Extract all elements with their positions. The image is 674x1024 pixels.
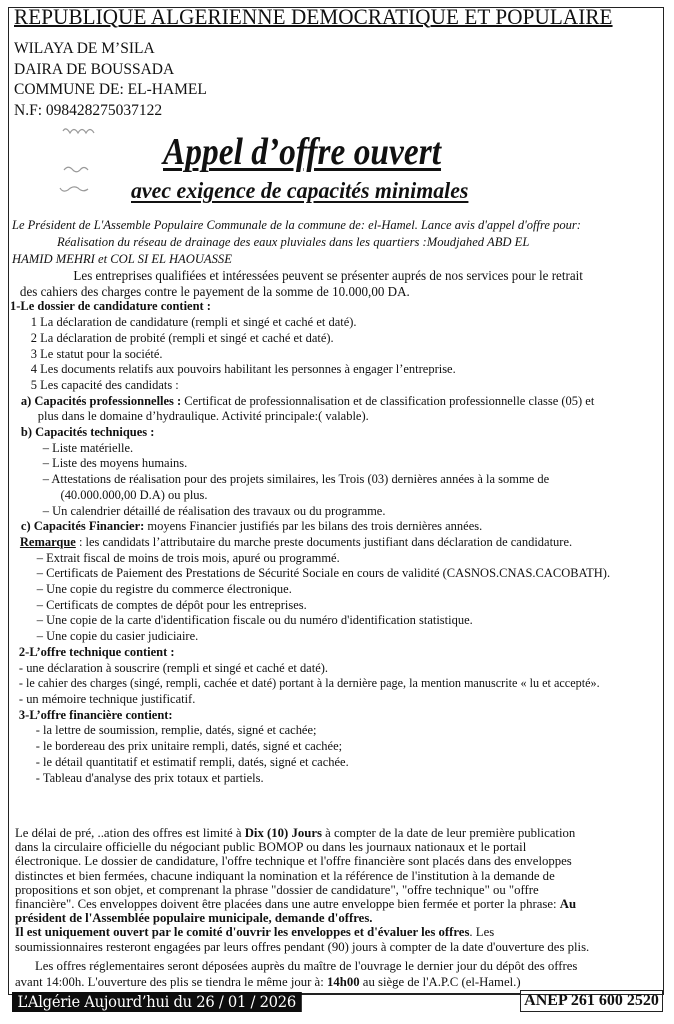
republic-header: REPUBLIQUE ALGERIENNE DEMOCRATIQUE ET POPULAIRE xyxy=(14,4,613,29)
closing-line: président de l'Assemblée populaire municipale, demande d'offres. xyxy=(15,911,373,926)
document-body xyxy=(10,268,662,786)
address-wilaya: WILAYA DE M’SILA xyxy=(14,40,155,57)
section1-item: 2 La déclaration de probité (rempli et singé et caché et daté). xyxy=(30,330,334,345)
address-nf: N.F: 098428275037122 xyxy=(14,101,163,119)
anep-reference: ANEP 261 600 2520 xyxy=(520,990,663,1012)
closing-emphasis: Au xyxy=(559,897,577,912)
remarque-item: – Une copie de la carte d'identification fiscale ou du numéro d'identification statistique. xyxy=(10,613,656,629)
retrait-line: des cahiers des charges contre le payement de la somme de 10.000,00 DA. xyxy=(19,283,410,299)
address-block xyxy=(14,39,207,121)
closing-text: Le délai de pré, ..ation des offres est limité à xyxy=(15,826,245,840)
cap-fin xyxy=(10,519,656,535)
bleed-scribble-icon xyxy=(62,164,90,174)
closing-line xyxy=(15,925,661,939)
show-through-mark xyxy=(62,163,90,173)
closing-text: à compter de la date de leur première publication xyxy=(321,826,576,840)
closing-text: financière". Ces enveloppes doivent être placées dans une autre enveloppe bien fermée et porter la phrase: xyxy=(15,897,560,912)
cap-tech-item: – Liste des moyens humains. xyxy=(10,456,656,472)
show-through-mark xyxy=(58,183,90,193)
newspaper-banner: L’Algérie Aujourd’hui du 26 / 01 / 2026 xyxy=(12,992,301,1012)
section1-heading: 1-Le dossier de candidature contient : xyxy=(10,299,211,314)
cap-tech-item: – Un calendrier détaillé de réalisation des travaux ou du programme. xyxy=(10,504,656,520)
cap-tech-continuation: (40.000.000,00 D.A) ou plus. xyxy=(60,487,208,502)
closing-line: distinctes et bien fermées, chacune indiquant la nomination et la référence de l'institution à la demande de xyxy=(15,868,555,883)
section1-item: 1 La déclaration de candidature (rempli et singé et caché et daté). xyxy=(30,315,357,330)
intro-line: Le Président de L'Assemble Populaire Communale de la commune de: el-Hamel. Lance avis d'appel d'offre pour: xyxy=(12,218,581,232)
remarque-text: : les candidats l’attributaire du marche preste documents justifiant dans déclaration de candidature. xyxy=(75,534,573,549)
final-line xyxy=(15,975,661,991)
show-through-mark xyxy=(62,124,96,134)
closing-line xyxy=(15,826,661,840)
cap-pro-text2: plus dans le domaine d’hydraulique. Activité principale:( valable). xyxy=(37,409,369,424)
section2-item: - un mémoire technique justificatif. xyxy=(18,691,196,706)
cap-tech-item: – Liste matérielle. xyxy=(10,441,656,457)
retrait-line: Les entreprises qualifiées et intéressées peuvent se présenter auprés de nos services pour le retrait xyxy=(73,268,583,283)
page-title: Appel d’offre ouvert xyxy=(163,131,442,173)
section3-item: - la lettre de soumission, remplie, datés, signé et cachée; xyxy=(35,723,317,738)
section3-heading: 3-L’offre financière contient: xyxy=(18,707,173,722)
remarque-item: – Une copie du casier judiciaire. xyxy=(10,629,656,645)
final-text: au siège de l'A.P.C (el-Hamel.) xyxy=(359,974,521,989)
bleed-scribble-icon xyxy=(58,184,90,194)
closing-emphasis: Il est uniquement ouvert par le comité d'ouvrir les enveloppes et d'évaluer les offres xyxy=(15,925,470,940)
cap-pro xyxy=(10,394,656,410)
page-subtitle: avec exigence de capacités minimales xyxy=(131,178,469,204)
closing-text: . Les xyxy=(469,925,495,940)
final-line: Les offres réglementaires seront déposées auprès du maître de l'ouvrage le dernier jour du dépôt des offres xyxy=(34,959,578,973)
address-daira: DAIRA DE BOUSSADA xyxy=(14,60,175,78)
intro-line: Réalisation du réseau de drainage des eaux pluviales dans les quartiers :Moudjahed ABD EL xyxy=(57,235,530,249)
section2-heading: 2-L’offre technique contient : xyxy=(18,644,175,659)
cap-pro-text: Certificat de professionnalisation et de classification professionnelle classe (05) et xyxy=(181,393,595,408)
final-paragraph xyxy=(15,959,663,990)
final-text: avant 14:00h. L'ouverture des plis se tiendra le même jour à: xyxy=(15,974,327,989)
remarque-item: – Une copie du registre du commerce électronique. xyxy=(10,582,656,598)
section1-item: 3 Le statut pour la société. xyxy=(30,346,163,361)
cap-fin-label: c) Capacités Financier: xyxy=(20,519,145,534)
remarque-item: – Certificats de comptes de dépôt pour les entreprises. xyxy=(10,598,656,614)
remarque-item: – Extrait fiscal de moins de trois mois, apuré ou programmé. xyxy=(10,551,656,567)
cap-tech-item: – Attestations de réalisation pour des projets similaires, les Trois (03) dernières années à la somme de xyxy=(10,472,656,488)
closing-line: propositions et son objet, et comprenant la phrase "dossier de candidature", "offre technique" ou "offre xyxy=(15,882,539,897)
deadline-emphasis: Dix (10) Jours xyxy=(244,826,322,840)
intro-line: HAMID MEHRI et COL SI EL HAOUASSE xyxy=(12,252,232,266)
section2-item: - le cahier des charges (singé, rempli, cachée et daté) portant à la dernière page, la mention manuscrite « lu et accepté». xyxy=(18,676,600,691)
section1-item: 5 Les capacité des candidats : xyxy=(30,377,179,392)
remarque xyxy=(10,535,656,551)
cap-pro-label: a) Capacités professionnelles : xyxy=(20,393,182,408)
closing-line: électronique. Le dossier de candidature, l'offre technique et l'offre financière sont placés dans des enveloppes xyxy=(15,854,572,869)
section1-item: 4 Les documents relatifs aux pouvoirs habilitant les personnes à engager l’entreprise. xyxy=(30,362,456,377)
closing-line xyxy=(15,897,661,911)
cap-fin-text: moyens Financier justifiés par les bilans des trois dernières années. xyxy=(144,519,483,534)
closing-line: soumissionnaires resteront engagées par leurs offres pendant (90) jours à compter de la date d'ouverture des plis. xyxy=(15,939,590,954)
section3-item: - le bordereau des prix unitaire rempli, datés, signé et cachée; xyxy=(35,739,343,754)
remarque-label: Remarque xyxy=(19,534,76,549)
remarque-item: – Certificats de Paiement des Prestations de Sécurité Sociale en cours de validité (CASNOS.CNAS.CACOBATH). xyxy=(10,566,656,582)
closing-paragraph xyxy=(15,826,663,954)
cap-tech-label: b) Capacités techniques : xyxy=(20,425,155,440)
address-commune: COMMUNE DE: EL-HAMEL xyxy=(14,81,207,99)
section3-item: - le détail quantitatif et estimatif rempli, datés, signé et cachée. xyxy=(35,754,349,769)
bleed-scribble-icon xyxy=(62,125,96,135)
opening-time: 14h00 xyxy=(326,974,360,989)
section2-item: - une déclaration à souscrire (rempli et singé et caché et daté). xyxy=(18,660,329,675)
section3-item: - Tableau d'analyse des prix totaux et partiels. xyxy=(35,770,264,785)
intro-paragraph xyxy=(12,217,662,268)
closing-line: dans la circulaire officielle du négociant public BOMOP ou dans les journaux nationaux et le portail xyxy=(15,840,527,855)
